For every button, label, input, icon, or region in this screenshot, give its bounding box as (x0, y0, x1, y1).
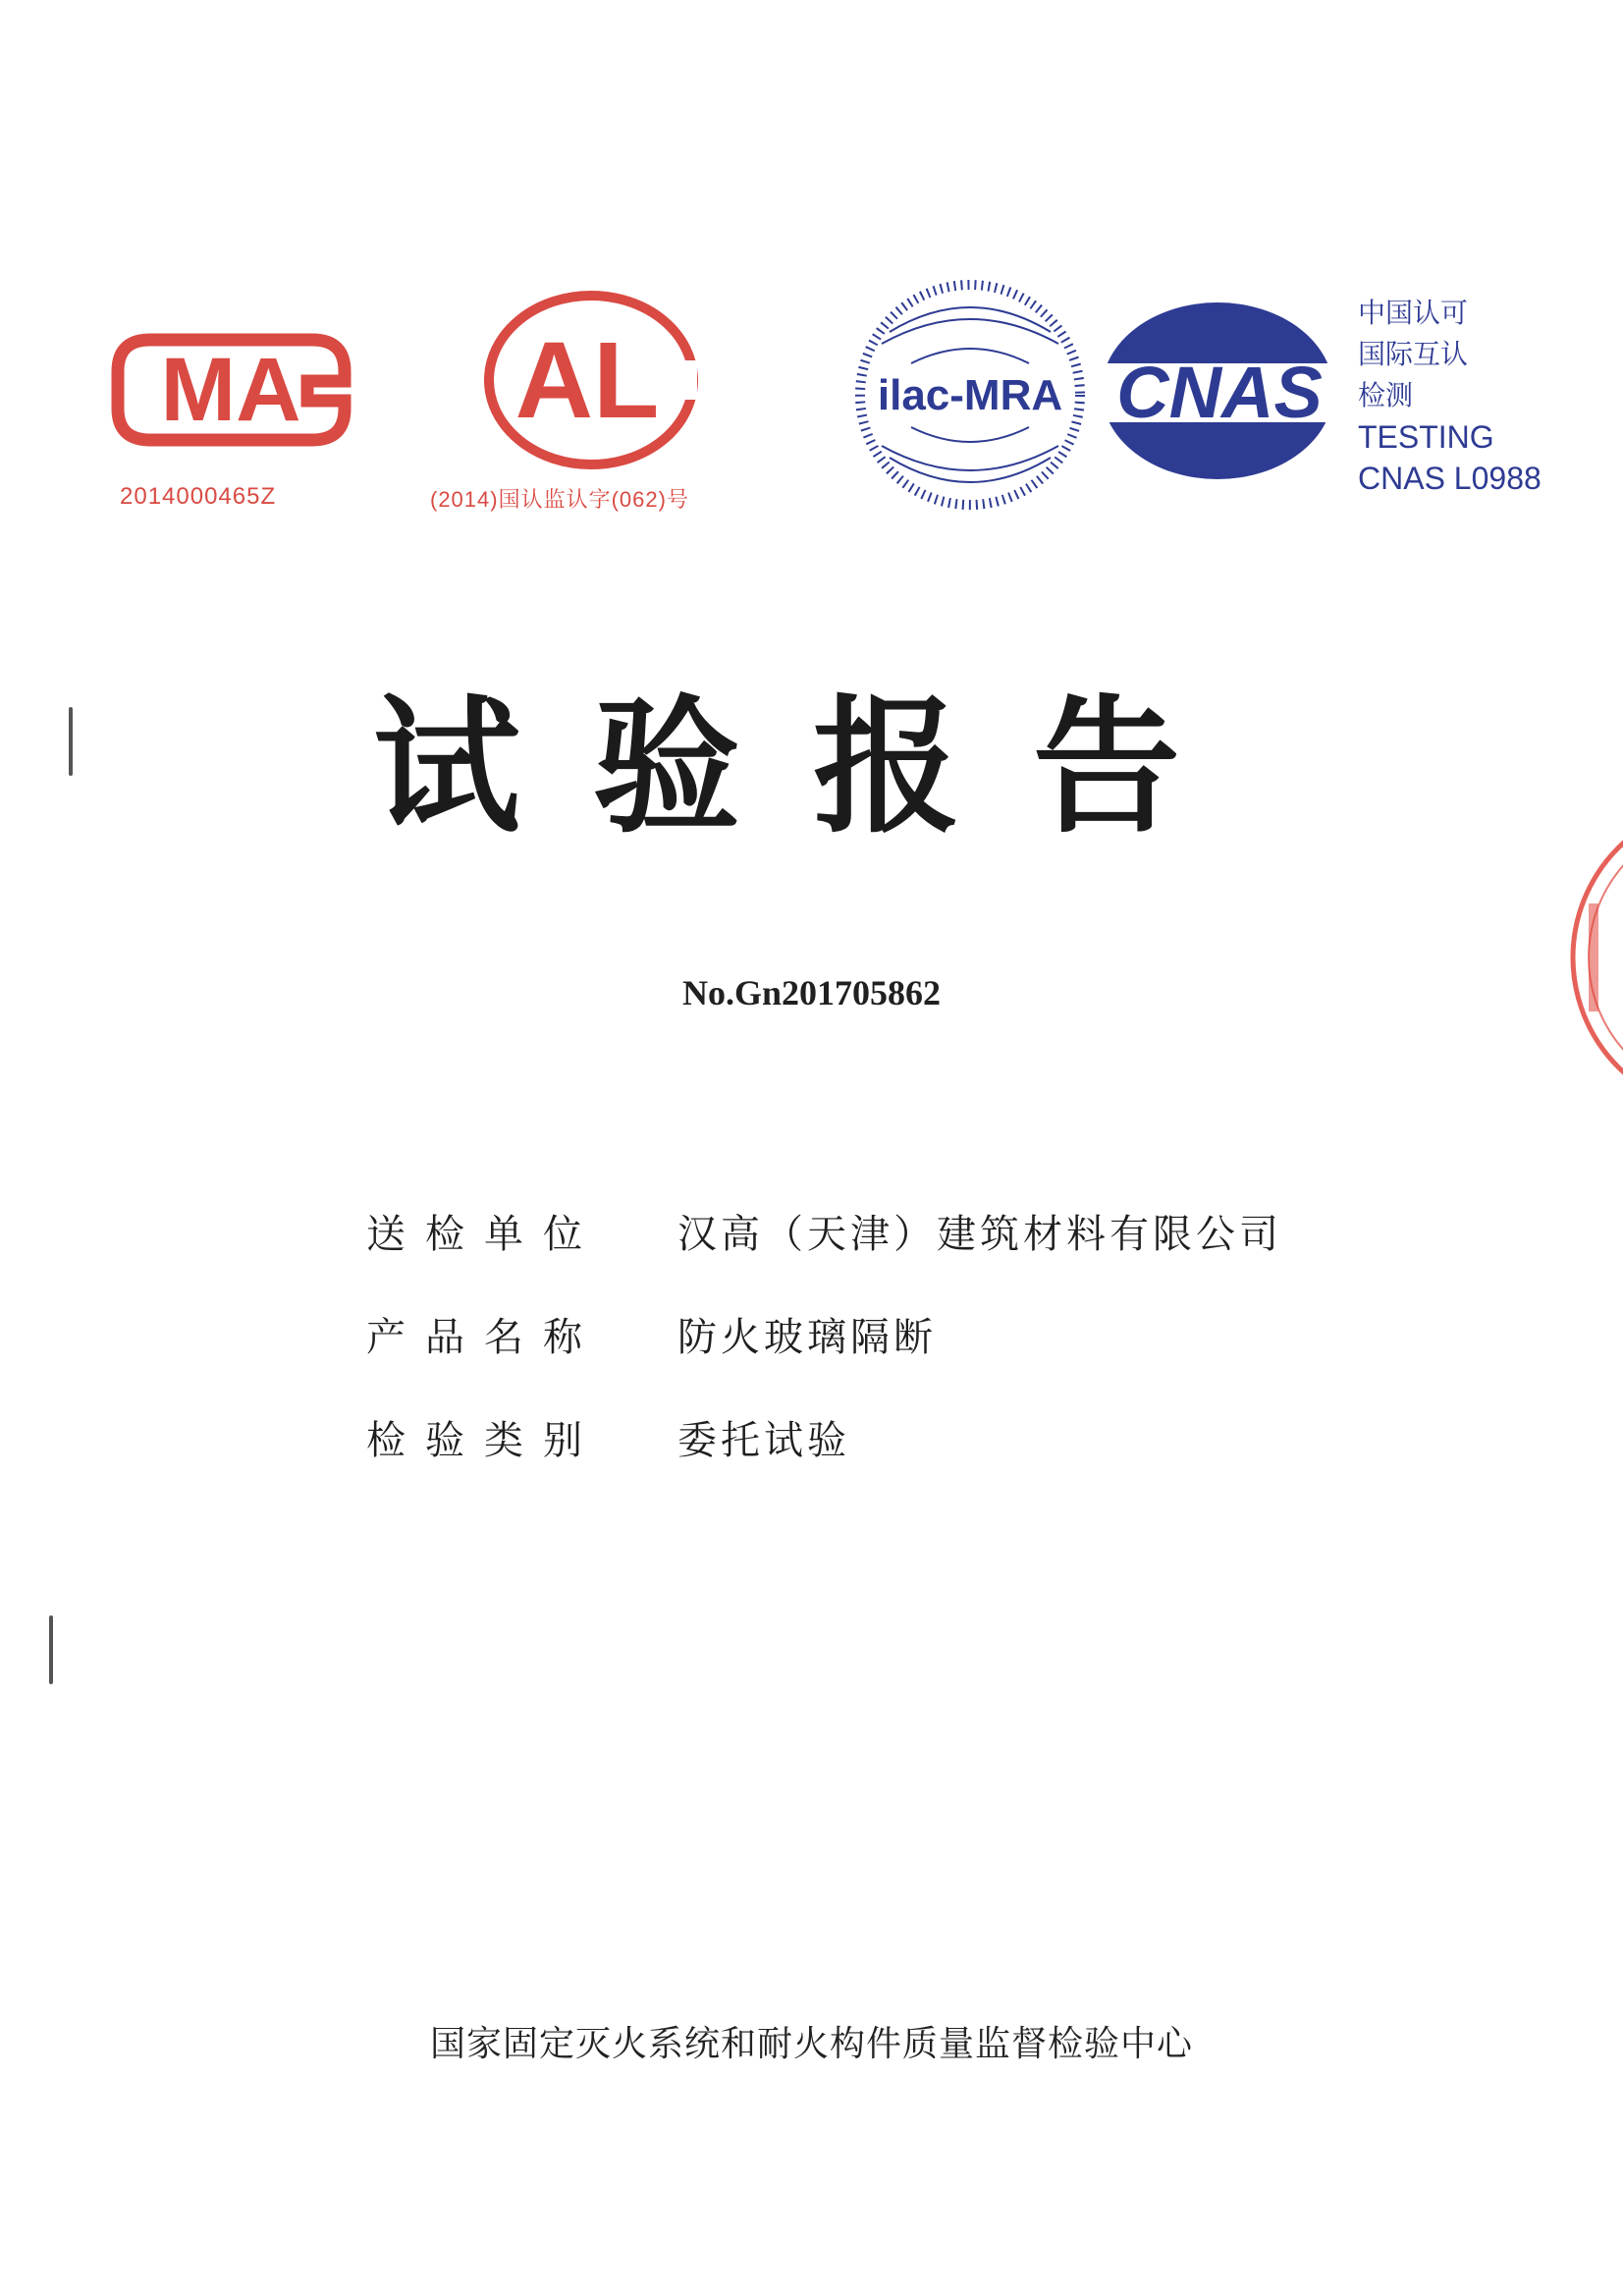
official-stamp (1571, 845, 1623, 1070)
cma-caption: 2014000465Z (120, 483, 277, 510)
info-value-sender: 汉高（天津）建筑材料有限公司 (677, 1212, 1282, 1257)
cnas-side-text (1358, 293, 1542, 499)
cnas-line-4: TESTING (1358, 419, 1494, 455)
cnas-line-2: 国际互认 (1358, 338, 1469, 370)
info-label-sender: 送检单位 (366, 1212, 602, 1257)
cal-logo (481, 290, 702, 471)
cnas-line-3: 检测 (1358, 379, 1414, 411)
report-number: No.Gn201705862 (681, 973, 942, 1012)
cnas-logo-text: CNAS (1116, 352, 1323, 433)
ilac-mra-text: ilac-MRA (877, 371, 1063, 419)
info-label-category: 检验类别 (366, 1418, 602, 1463)
binder-mark-top (69, 707, 73, 776)
binder-mark-bottom (49, 1615, 53, 1684)
issuing-organization: 国家固定灭火系统和耐火构件质量监督检验中心 (429, 2024, 1193, 2064)
info-value-product: 防火玻璃隔断 (677, 1315, 937, 1360)
info-label-product: 产品名称 (366, 1315, 602, 1360)
cnas-line-5: CNAS L0988 (1358, 461, 1542, 496)
cnas-line-1: 中国认可 (1358, 297, 1469, 329)
info-value-category: 委托试验 (677, 1418, 850, 1463)
cma-logo-text: MA (160, 340, 301, 440)
cnas-logo (1092, 293, 1347, 489)
cma-logo (111, 322, 352, 460)
ilac-mra-logo (852, 275, 1088, 516)
cal-logo-text: AL (514, 320, 660, 441)
cal-caption: (2014)国认监认字(062)号 (430, 487, 689, 512)
page-title: 试验报告 (373, 683, 1254, 853)
